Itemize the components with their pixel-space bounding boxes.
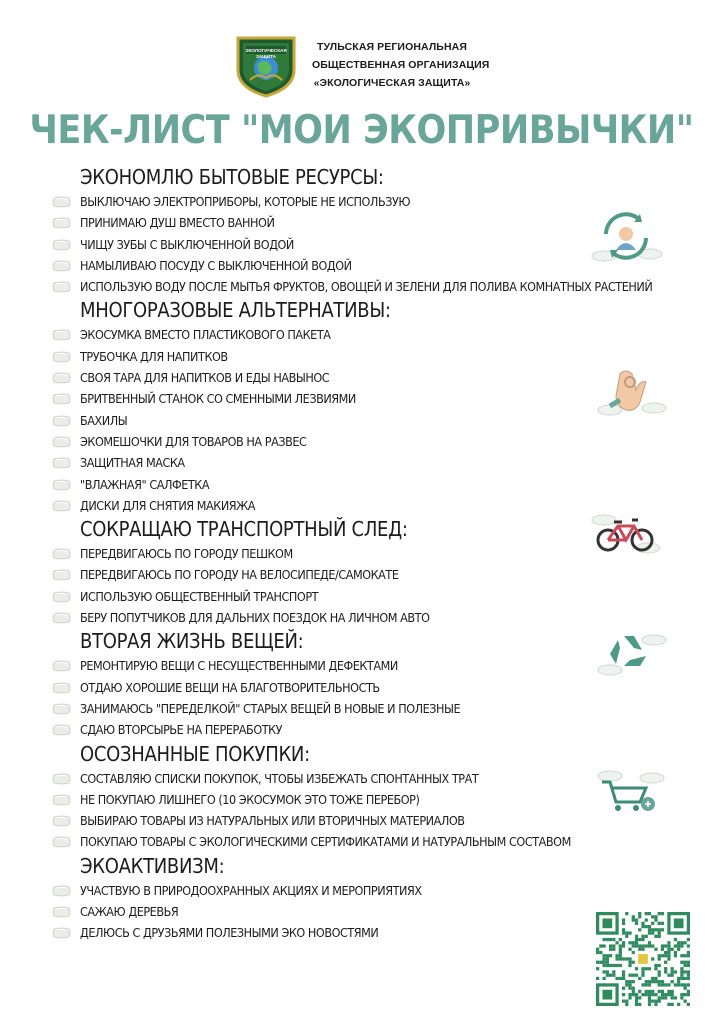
checklist-item[interactable] — [50, 831, 690, 852]
checkbox-icon — [52, 393, 72, 405]
checklist-item[interactable] — [50, 410, 690, 431]
checkbox-icon — [52, 260, 72, 272]
checklist-item[interactable] — [50, 324, 690, 345]
checkbox-icon — [52, 569, 72, 581]
qr-code-icon[interactable] — [596, 912, 690, 1006]
checklist-item-label: "ВЛАЖНАЯ" САЛФЕТКА — [80, 476, 210, 492]
checklist-item-label: БАХИЛЫ — [80, 412, 128, 428]
checklist-item-label: СОСТАВЛЯЮ СПИСКИ ПОКУПОК, ЧТОБЫ ИЗБЕЖАТЬ СПОНТАННЫХ ТРАТ — [80, 770, 479, 786]
checklist-item[interactable] — [50, 564, 690, 585]
checkbox-icon — [52, 457, 72, 469]
checkbox-icon — [52, 724, 72, 736]
checklist-item-label: НЕ ПОКУПАЮ ЛИШНЕГО (10 ЭКОСУМОК ЭТО ТОЖЕ ПЕРЕБОР) — [80, 791, 420, 807]
checkbox-icon — [52, 329, 72, 341]
checklist-item-label: ЧИЩУ ЗУБЫ С ВЫКЛЮЧЕННОЙ ВОДОЙ — [80, 236, 294, 252]
checklist-item[interactable] — [50, 698, 690, 719]
checkbox-icon — [52, 500, 72, 512]
checklist-item[interactable] — [50, 346, 690, 367]
header — [230, 34, 530, 104]
checklist-item[interactable] — [50, 719, 690, 740]
checkbox-icon — [52, 281, 72, 293]
section-title: МНОГОРАЗОВЫЕ АЛЬТЕРНАТИВЫ: — [80, 298, 391, 323]
checklist-item-label: УЧАСТВУЮ В ПРИРОДООХРАННЫХ АКЦИЯХ И МЕРОПРИЯТИЯХ — [80, 882, 422, 898]
checkbox-icon — [52, 372, 72, 384]
section-title: ЭКОАКТИВИЗМ: — [80, 853, 225, 878]
checklist-item-label: ИСПОЛЬЗУЮ ВОДУ ПОСЛЕ МЫТЬЯ ФРУКТОВ, ОВОЩЕЙ И ЗЕЛЕНИ ДЛЯ ПОЛИВА КОМНАТНЫХ РАСТЕНИЙ — [80, 279, 653, 295]
checkbox-icon — [52, 906, 72, 918]
checkbox-icon — [52, 836, 72, 848]
checkbox-icon — [52, 196, 72, 208]
checkbox-icon — [52, 794, 72, 806]
checkbox-icon — [52, 548, 72, 560]
ok-hand-icon — [596, 364, 670, 420]
checklist-item-label: ВЫБИРАЮ ТОВАРЫ ИЗ НАТУРАЛЬНЫХ ИЛИ ВТОРИЧНЫХ МАТЕРИАЛОВ — [80, 813, 465, 829]
bicycle-icon — [588, 508, 662, 564]
checkbox-icon — [52, 703, 72, 715]
checkbox-icon — [52, 815, 72, 827]
checklist-item-label: СДАЮ ВТОРСЫРЬЕ НА ПЕРЕРАБОТКУ — [80, 722, 283, 738]
checkbox-icon — [52, 415, 72, 427]
checklist-item-label: ПОКУПАЮ ТОВАРЫ С ЭКОЛОГИЧЕСКИМИ СЕРТИФИКАТАМИ И НАТУРАЛЬНЫМ СОСТАВОМ — [80, 834, 571, 850]
section-title: ВТОРАЯ ЖИЗНЬ ВЕЩЕЙ: — [80, 629, 304, 654]
checklist-item[interactable] — [50, 586, 690, 607]
checklist-item[interactable] — [50, 276, 690, 297]
checklist-items — [50, 324, 690, 516]
checklist-item-label: ОТДАЮ ХОРОШИЕ ВЕЩИ НА БЛАГОТВОРИТЕЛЬНОСТЬ — [80, 679, 380, 695]
checklist-item-label: ПЕРЕДВИГАЮСЬ ПО ГОРОДУ ПЕШКОМ — [80, 546, 293, 562]
checklist-item-label: ТРУБОЧКА ДЛЯ НАПИТКОВ — [80, 348, 228, 364]
checkbox-icon — [52, 591, 72, 603]
checklist-item-label: ВЫКЛЮЧАЮ ЭЛЕКТРОПРИБОРЫ, КОТОРЫЕ НЕ ИСПОЛЬЗУЮ — [80, 194, 411, 209]
checklist-item[interactable] — [50, 474, 690, 495]
checklist-items — [50, 880, 690, 944]
checklist-item[interactable] — [50, 901, 690, 922]
checkbox-icon — [52, 682, 72, 694]
checklist-item-label: ИСПОЛЬЗУЮ ОБЩЕСТВЕННЫЙ ТРАНСПОРТ — [80, 588, 319, 604]
checklist-item[interactable] — [50, 388, 690, 409]
checklist-item-label: ЗАЩИТНАЯ МАСКА — [80, 455, 185, 471]
checklist-item[interactable] — [50, 431, 690, 452]
checklist-item-label: ПЕРЕДВИГАЮСЬ ПО ГОРОДУ НА ВЕЛОСИПЕДЕ/САМОКАТЕ — [80, 567, 399, 583]
page-title: ЧЕК-ЛИСТ "МОИ ЭКОПРИВЫЧКИ" — [29, 108, 694, 153]
org-line-2: ОБЩЕСТВЕННАЯ ОРГАНИЗАЦИЯ — [312, 59, 490, 71]
section-title: ОСОЗНАННЫЕ ПОКУПКИ: — [80, 741, 310, 766]
checkbox-icon — [52, 479, 72, 491]
checkbox-icon — [52, 239, 72, 251]
checkbox-icon — [52, 927, 72, 939]
recycle-icon — [594, 626, 668, 682]
checkbox-icon — [52, 612, 72, 624]
checklist-item-label: ЗАНИМАЮСЬ "ПЕРЕДЕЛКОЙ" СТАРЫХ ВЕЩЕЙ В НОВЫЕ И ПОЛЕЗНЫЕ — [80, 700, 461, 716]
svg-text:ЗАЩИТА: ЗАЩИТА — [255, 54, 277, 59]
checkbox-icon — [52, 885, 72, 897]
checklist-item-label: РЕМОНТИРУЮ ВЕЩИ С НЕСУЩЕСТВЕННЫМИ ДЕФЕКТАМИ — [80, 658, 398, 674]
shopping-cart-icon — [594, 766, 668, 822]
organization-name — [312, 38, 490, 92]
checklist-item-label: СВОЯ ТАРА ДЛЯ НАПИТКОВ И ЕДЫ НАВЫНОС — [80, 370, 330, 386]
section-title: СОКРАЩАЮ ТРАНСПОРТНЫЙ СЛЕД: — [80, 517, 408, 542]
checklist-item-label: НАМЫЛИВАЮ ПОСУДУ С ВЫКЛЮЧЕННОЙ ВОДОЙ — [80, 257, 352, 273]
person-recycle-icon — [590, 208, 664, 264]
checklist-item-label: ЭКОСУМКА ВМЕСТО ПЛАСТИКОВОГО ПАКЕТА — [80, 327, 331, 343]
checkbox-icon — [52, 351, 72, 363]
checklist-item-label: САЖАЮ ДЕРЕВЬЯ — [80, 904, 179, 920]
checkbox-icon — [52, 217, 72, 229]
checklist-item-label: ЭКОМЕШОЧКИ ДЛЯ ТОВАРОВ НА РАЗВЕС — [80, 433, 307, 449]
checklist-item-label: ДИСКИ ДЛЯ СНЯТИЯ МАКИЯЖА — [80, 497, 256, 513]
checkbox-icon — [52, 660, 72, 672]
checklist-item[interactable] — [50, 367, 690, 388]
checklist-item[interactable] — [50, 922, 690, 943]
checklist-item-label: ПРИНИМАЮ ДУШ ВМЕСТО ВАННОЙ — [80, 215, 275, 231]
checkbox-icon — [52, 773, 72, 785]
checkbox-icon — [52, 436, 72, 448]
svg-text:ЭКОЛОГИЧЕСКАЯ: ЭКОЛОГИЧЕСКАЯ — [245, 48, 287, 53]
eco-protection-logo — [230, 34, 302, 98]
org-line-1: ТУЛЬСКАЯ РЕГИОНАЛЬНАЯ — [317, 41, 467, 53]
checklist-item-label: БРИТВЕННЫЙ СТАНОК СО СМЕННЫМИ ЛЕЗВИЯМИ — [80, 391, 356, 407]
checklist-item-label: БЕРУ ПОПУТЧИКОВ ДЛЯ ДАЛЬНИХ ПОЕЗДОК НА ЛИЧНОМ АВТО — [80, 610, 430, 626]
org-line-3: «ЭКОЛОГИЧЕСКАЯ ЗАЩИТА» — [313, 77, 471, 89]
checklist-item[interactable] — [50, 452, 690, 473]
checklist-item[interactable] — [50, 880, 690, 901]
checklist-item-label: ДЕЛЮСЬ С ДРУЗЬЯМИ ПОЛЕЗНЫМИ ЭКО НОВОСТЯМИ — [80, 925, 379, 941]
section-title: ЭКОНОМЛЮ БЫТОВЫЕ РЕСУРСЫ: — [80, 165, 384, 189]
